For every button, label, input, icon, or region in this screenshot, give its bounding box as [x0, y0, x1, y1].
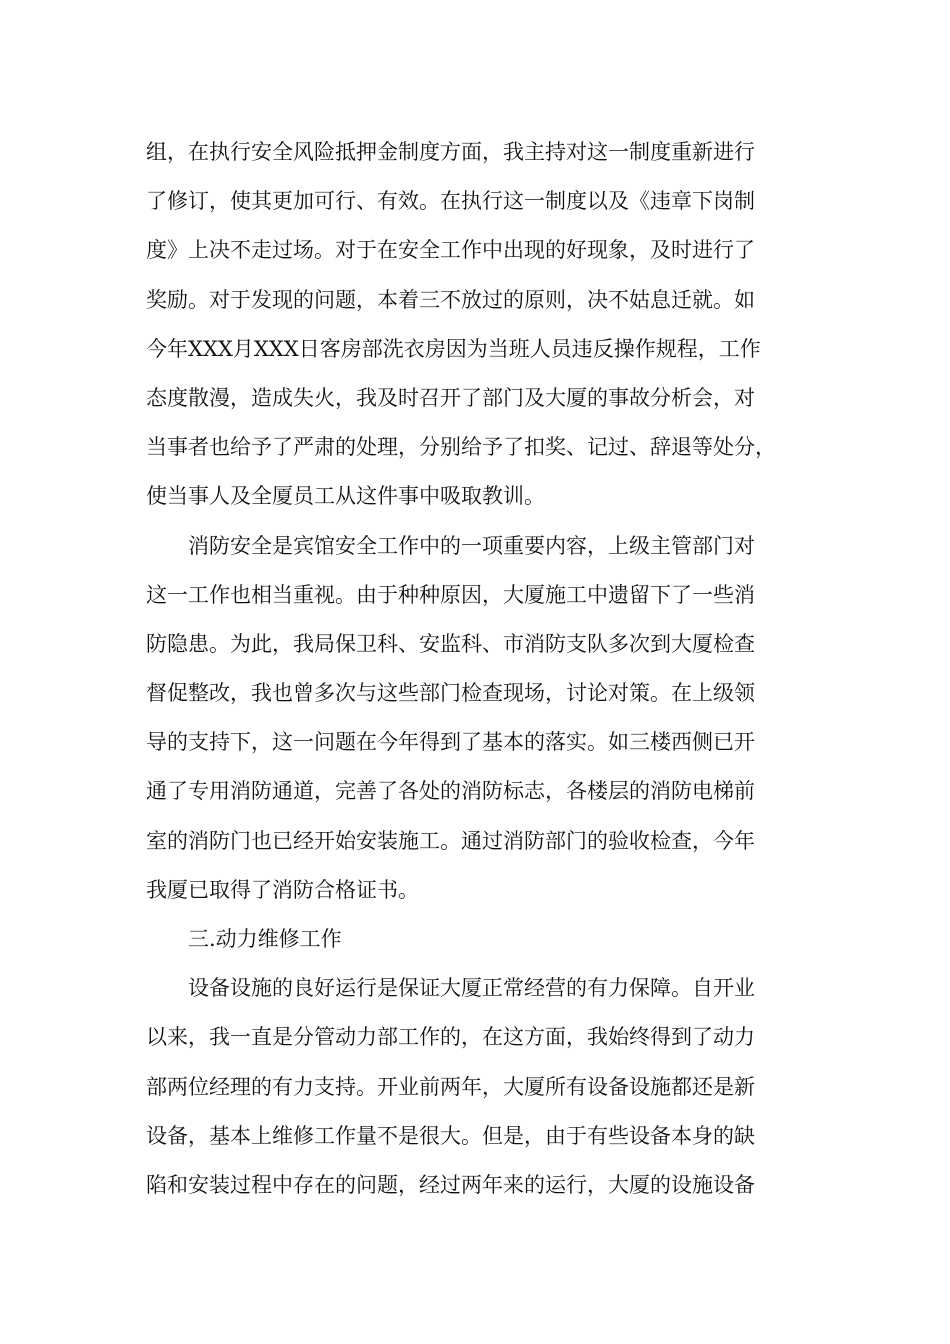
text-line: 使当事人及全厦员工从这件事中吸取教训。 — [146, 484, 545, 509]
text-line: 组，在执行安全风险抵押金制度方面，我主持对这一制度重新进行 — [146, 140, 755, 164]
text-line: 设备，基本上维修工作量不是很大。但是，由于有些设备本身的缺 — [146, 1123, 755, 1148]
paragraph-first-line: 消防安全是宾馆安全工作中的一项重要内容，上级主管部门对 — [188, 533, 755, 558]
text-line: 以来，我一直是分管动力部工作的，在这方面，我始终得到了动力 — [146, 1025, 755, 1050]
text-line: 督促整改，我也曾多次与这些部门检查现场，讨论对策。在上级领 — [146, 681, 755, 706]
text-line: 部两位经理的有力支持。开业前两年，大厦所有设备设施都还是新 — [146, 1074, 755, 1099]
text-line: 了修订，使其更加可行、有效。在执行这一制度以及《违章下岗制 — [146, 189, 755, 214]
text-line: 这一工作也相当重视。由于种种原因，大厦施工中遗留下了一些消 — [146, 582, 755, 607]
text-line: 室的消防门也已经开始安装施工。通过消防部门的验收检查，今年 — [146, 828, 755, 853]
text-line: 当事者也给予了严肃的处理，分别给予了扣奖、记过、辞退等处分， — [146, 435, 776, 460]
text-line: 我厦已取得了消防合格证书。 — [146, 877, 419, 902]
text-line: 导的支持下，这一问题在今年得到了基本的落实。如三楼西侧已开 — [146, 730, 755, 755]
document-body — [146, 128, 816, 1210]
text-line: 奖励。对于发现的问题，本着三不放过的原则，决不姑息迁就。如 — [146, 287, 755, 312]
text-line: 今年XXX月XXX日客房部洗衣房因为当班人员违反操作规程，工作 — [146, 336, 761, 361]
text-line: 度》上决不走过场。对于在安全工作中出现的好现象，及时进行了 — [146, 238, 755, 263]
text-line: 通了专用消防通道，完善了各处的消防标志，各楼层的消防电梯前 — [146, 779, 755, 804]
text-line: 防隐患。为此，我局保卫科、安监科、市消防支队多次到大厦检查 — [146, 631, 755, 656]
text-line: 态度散漫，造成失火，我及时召开了部门及大厦的事故分析会，对 — [146, 385, 755, 410]
text-line: 陷和安装过程中存在的问题，经过两年来的运行，大厦的设施设备 — [146, 1172, 755, 1197]
paragraph-first-line: 设备设施的良好运行是保证大厦正常经营的有力保障。自开业 — [188, 976, 755, 1001]
section-heading: 三.动力维修工作 — [188, 927, 342, 951]
